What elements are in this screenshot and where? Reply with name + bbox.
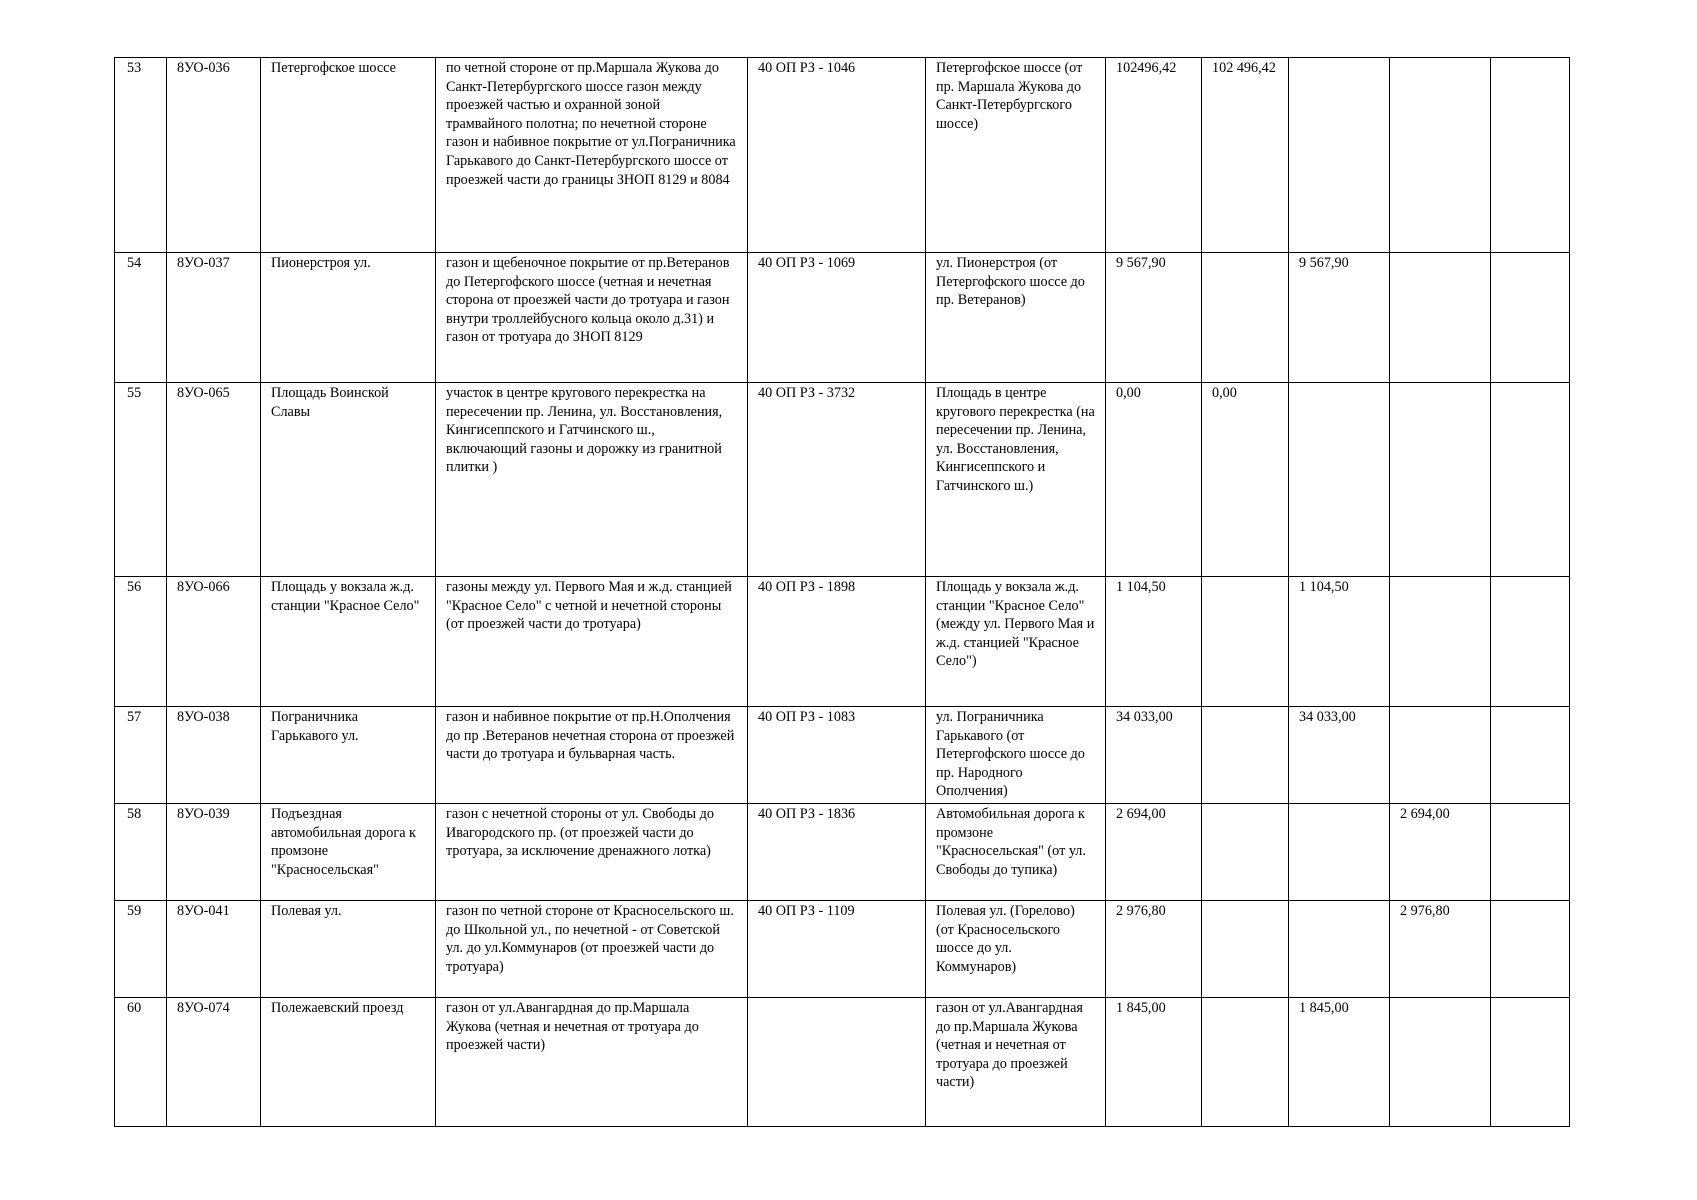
object-code: 8УО-036: [167, 58, 261, 253]
area-category-3: [1390, 253, 1491, 383]
area-category-2: [1289, 383, 1390, 577]
object-name: Полежаевский проезд: [261, 998, 436, 1127]
area-category-2: [1289, 804, 1390, 901]
road-id: 40 ОП РЗ - 1836: [748, 804, 926, 901]
object-code: 8УО-037: [167, 253, 261, 383]
area-category-4: [1491, 58, 1570, 253]
row-number: 59: [115, 901, 167, 998]
table-row: [115, 383, 1570, 577]
object-description: газон и щебеночное покрытие от пр.Ветеранов до Петергофского шоссе (четная и нечетная сторона от проезжей части до тротуара и газон внутри троллейбусного кольца около д.31) и газон от тротуара до ЗНОП 8129: [436, 253, 748, 383]
road-id: 40 ОП РЗ - 1069: [748, 253, 926, 383]
object-code: 8УО-039: [167, 804, 261, 901]
area-category-4: [1491, 253, 1570, 383]
object-name: Площадь у вокзала ж.д. станции "Красное Село": [261, 577, 436, 707]
area-category-1: [1202, 998, 1289, 1127]
area-category-1: [1202, 707, 1289, 804]
area-category-3: [1390, 998, 1491, 1127]
row-number: 56: [115, 577, 167, 707]
object-description: газон по четной стороне от Красносельского ш. до Школьной ул., по нечетной - от Советской ул. до ул.Коммунаров (от проезжей части до тротуара): [436, 901, 748, 998]
area-category-4: [1491, 804, 1570, 901]
object-code: 8УО-065: [167, 383, 261, 577]
object-description: газон от ул.Авангардная до пр.Маршала Жукова (четная и нечетная от тротуара до проезжей части): [436, 998, 748, 1127]
table-row: [115, 58, 1570, 253]
object-description: газон с нечетной стороны от ул. Свободы до Ивагородского пр. (от проезжей части до тротуара, за исключение дренажного лотка): [436, 804, 748, 901]
row-number: 53: [115, 58, 167, 253]
row-number: 55: [115, 383, 167, 577]
object-name: Полевая ул.: [261, 901, 436, 998]
road-id: 40 ОП РЗ - 3732: [748, 383, 926, 577]
registry-table: [114, 57, 1570, 1127]
road-name: ул. Пионерстроя (от Петергофского шоссе до пр. Ветеранов): [926, 253, 1106, 383]
area-category-3: [1390, 577, 1491, 707]
object-name: Подъездная автомобильная дорога к промзоне "Красносельская": [261, 804, 436, 901]
road-id: [748, 998, 926, 1127]
area-category-3: [1390, 58, 1491, 253]
area-category-2: 9 567,90: [1289, 253, 1390, 383]
area-category-1: 102 496,42: [1202, 58, 1289, 253]
area-total: 34 033,00: [1106, 707, 1202, 804]
area-total: 0,00: [1106, 383, 1202, 577]
area-total: 9 567,90: [1106, 253, 1202, 383]
object-code: 8УО-038: [167, 707, 261, 804]
object-code: 8УО-074: [167, 998, 261, 1127]
object-description: газоны между ул. Первого Мая и ж.д. станцией "Красное Село" с четной и нечетной стороны (от проезжей части до тротуара): [436, 577, 748, 707]
road-name: газон от ул.Авангардная до пр.Маршала Жукова (четная и нечетная от тротуара до проезжей части): [926, 998, 1106, 1127]
area-category-3: [1390, 707, 1491, 804]
object-code: 8УО-066: [167, 577, 261, 707]
area-category-2: 1 104,50: [1289, 577, 1390, 707]
area-category-3: 2 694,00: [1390, 804, 1491, 901]
table-row: [115, 577, 1570, 707]
row-number: 57: [115, 707, 167, 804]
road-name: ул. Пограничника Гарькавого (от Петергофского шоссе до пр. Народного Ополчения): [926, 707, 1106, 804]
area-category-1: [1202, 901, 1289, 998]
area-category-1: [1202, 804, 1289, 901]
road-id: 40 ОП РЗ - 1898: [748, 577, 926, 707]
road-name: Площадь у вокзала ж.д. станции "Красное Село" (между ул. Первого Мая и ж.д. станцией "Красное Село"): [926, 577, 1106, 707]
table-row: [115, 998, 1570, 1127]
area-category-4: [1491, 901, 1570, 998]
row-number: 60: [115, 998, 167, 1127]
row-number: 54: [115, 253, 167, 383]
area-category-4: [1491, 998, 1570, 1127]
table-row: [115, 253, 1570, 383]
area-category-3: 2 976,80: [1390, 901, 1491, 998]
road-id: 40 ОП РЗ - 1083: [748, 707, 926, 804]
object-name: Площадь Воинской Славы: [261, 383, 436, 577]
area-total: 1 845,00: [1106, 998, 1202, 1127]
area-category-2: 34 033,00: [1289, 707, 1390, 804]
road-id: 40 ОП РЗ - 1109: [748, 901, 926, 998]
object-description: газон и набивное покрытие от пр.Н.Ополчения до пр .Ветеранов нечетная сторона от проезжей части до тротуара и бульварная часть.: [436, 707, 748, 804]
area-category-2: [1289, 58, 1390, 253]
object-description: участок в центре кругового перекрестка на пересечении пр. Ленина, ул. Восстановления, Кингисеппского и Гатчинского ш., включающий газоны и дорожку из гранитной плитки ): [436, 383, 748, 577]
area-total: 102496,42: [1106, 58, 1202, 253]
area-category-1: [1202, 253, 1289, 383]
road-name: Автомобильная дорога к промзоне "Красносельская" (от ул. Свободы до тупика): [926, 804, 1106, 901]
area-category-4: [1491, 383, 1570, 577]
object-code: 8УО-041: [167, 901, 261, 998]
row-number: 58: [115, 804, 167, 901]
area-category-3: [1390, 383, 1491, 577]
table-row: [115, 707, 1570, 804]
area-total: 1 104,50: [1106, 577, 1202, 707]
area-total: 2 694,00: [1106, 804, 1202, 901]
area-category-1: 0,00: [1202, 383, 1289, 577]
area-category-2: 1 845,00: [1289, 998, 1390, 1127]
object-name: Петергофское шоссе: [261, 58, 436, 253]
road-name: Площадь в центре кругового перекрестка (на пересечении пр. Ленина, ул. Восстановления, Кингисеппского и Гатчинского ш.): [926, 383, 1106, 577]
area-total: 2 976,80: [1106, 901, 1202, 998]
object-name: Пионерстроя ул.: [261, 253, 436, 383]
object-name: Пограничника Гарькавого ул.: [261, 707, 436, 804]
road-name: Полевая ул. (Горелово) (от Красносельского шоссе до ул. Коммунаров): [926, 901, 1106, 998]
table-row: [115, 804, 1570, 901]
table-row: [115, 901, 1570, 998]
area-category-1: [1202, 577, 1289, 707]
object-description: по четной стороне от пр.Маршала Жукова до Санкт-Петербургского шоссе газон между проезжей частью и охранной зоной трамвайного полотна; по нечетной стороне газон и набивное покрытие от ул.Пограничника Гарькавого до Санкт-Петербургского шоссе от проезжей части до границы ЗНОП 8129 и 8084: [436, 58, 748, 253]
road-id: 40 ОП РЗ - 1046: [748, 58, 926, 253]
road-name: Петергофское шоссе (от пр. Маршала Жукова до Санкт-Петербургского шоссе): [926, 58, 1106, 253]
area-category-4: [1491, 577, 1570, 707]
area-category-4: [1491, 707, 1570, 804]
area-category-2: [1289, 901, 1390, 998]
